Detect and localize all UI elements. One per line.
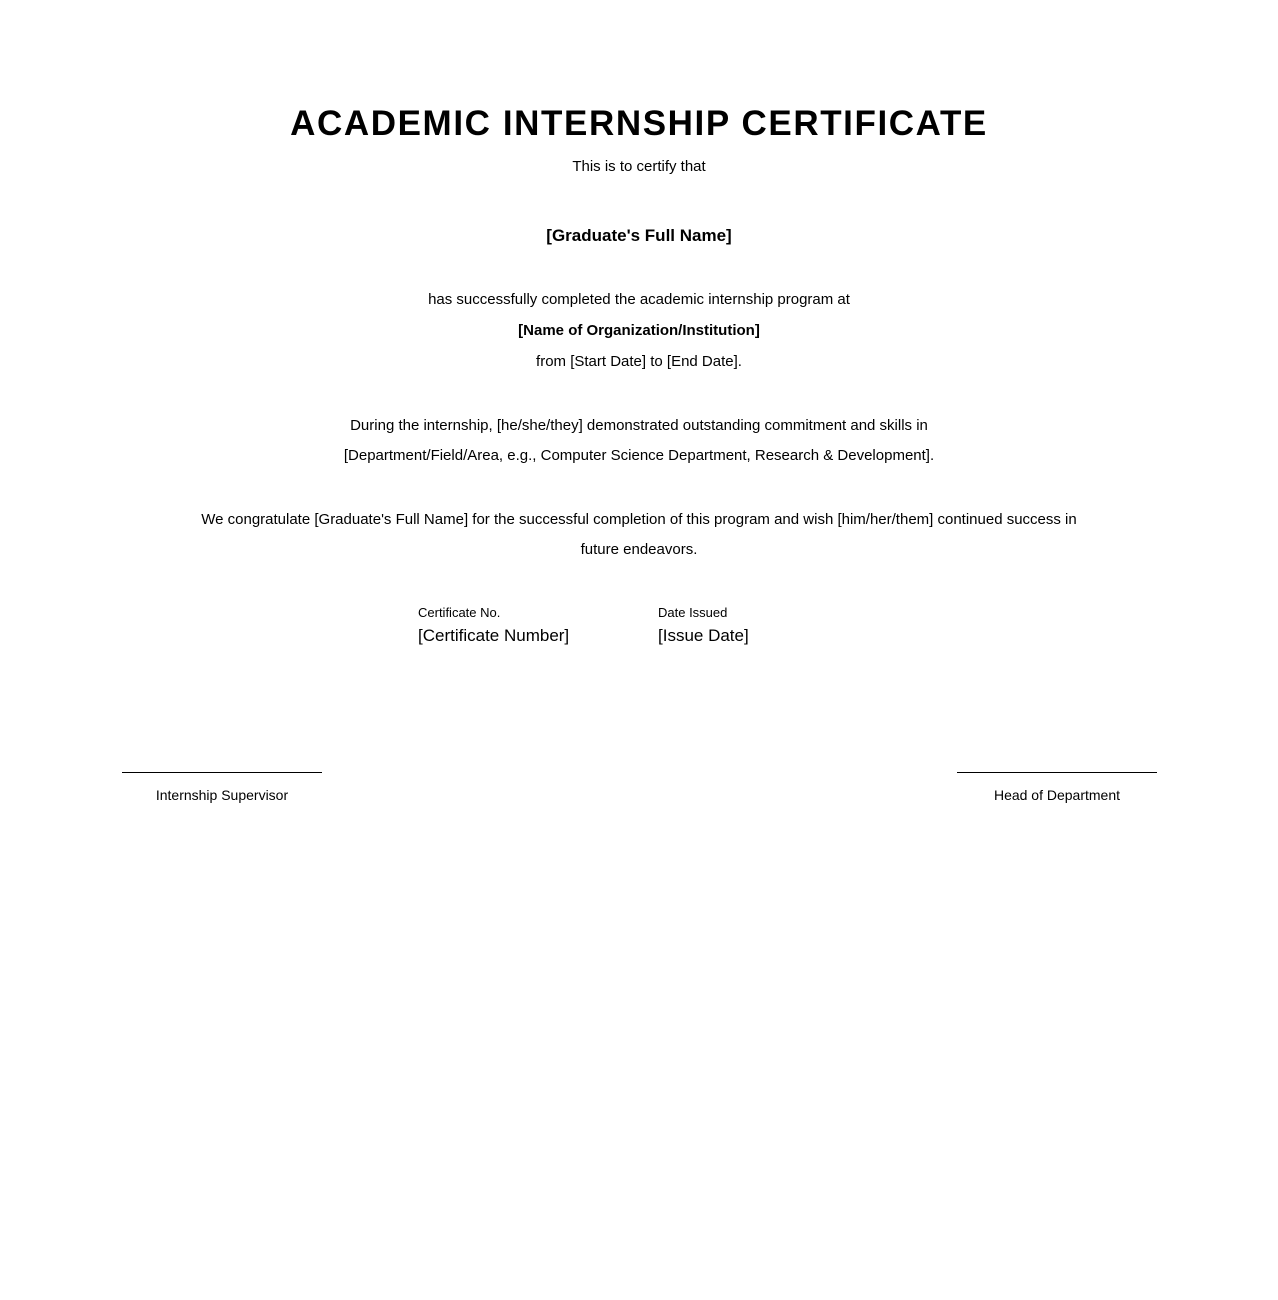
- congrats-line-2: future endeavors.: [580, 541, 698, 558]
- page-title: ACADEMIC INTERNSHIP CERTIFICATE: [290, 104, 988, 143]
- signature-section: [0, 772, 1278, 832]
- certificate-number-value: [Certificate Number]: [418, 626, 570, 645]
- signature-line: [122, 772, 322, 773]
- signature-block-head-of-department: [957, 772, 1157, 804]
- date-range-line: from [Start Date] to [End Date].: [536, 353, 742, 370]
- signature-line: [957, 772, 1157, 773]
- congrats-line-1: We congratulate [Graduate's Full Name] for the successful completion of this program and wish [him/her/them] continued success in: [201, 511, 1077, 528]
- date-issued-field: [658, 604, 749, 648]
- organization-name: [Name of Organization/Institution]: [518, 322, 760, 339]
- organization-block: [124, 289, 1154, 373]
- signature-label-supervisor: Internship Supervisor: [155, 787, 289, 803]
- date-issued-label: Date Issued: [658, 605, 728, 620]
- certify-line: This is to certify that: [572, 158, 706, 175]
- signature-block-supervisor: [122, 772, 322, 804]
- certificate-meta: [124, 604, 1154, 648]
- congratulation-block: [124, 509, 1154, 561]
- certificate-body: [124, 0, 1154, 648]
- internship-line-1: During the internship, [he/she/they] demonstrated outstanding commitment and skills in: [350, 417, 928, 434]
- date-issued-value: [Issue Date]: [658, 626, 749, 645]
- certificate-number-label: Certificate No.: [418, 605, 501, 620]
- internship-description-block: [124, 415, 1154, 467]
- completion-line: has successfully completed the academic internship program at: [428, 291, 850, 308]
- certificate-number-field: [418, 604, 658, 648]
- internship-line-2: [Department/Field/Area, e.g., Computer Science Department, Research & Development].: [343, 447, 935, 464]
- signature-label-head-of-department: Head of Department: [993, 787, 1121, 803]
- recipient-name: [Graduate's Full Name]: [546, 226, 732, 245]
